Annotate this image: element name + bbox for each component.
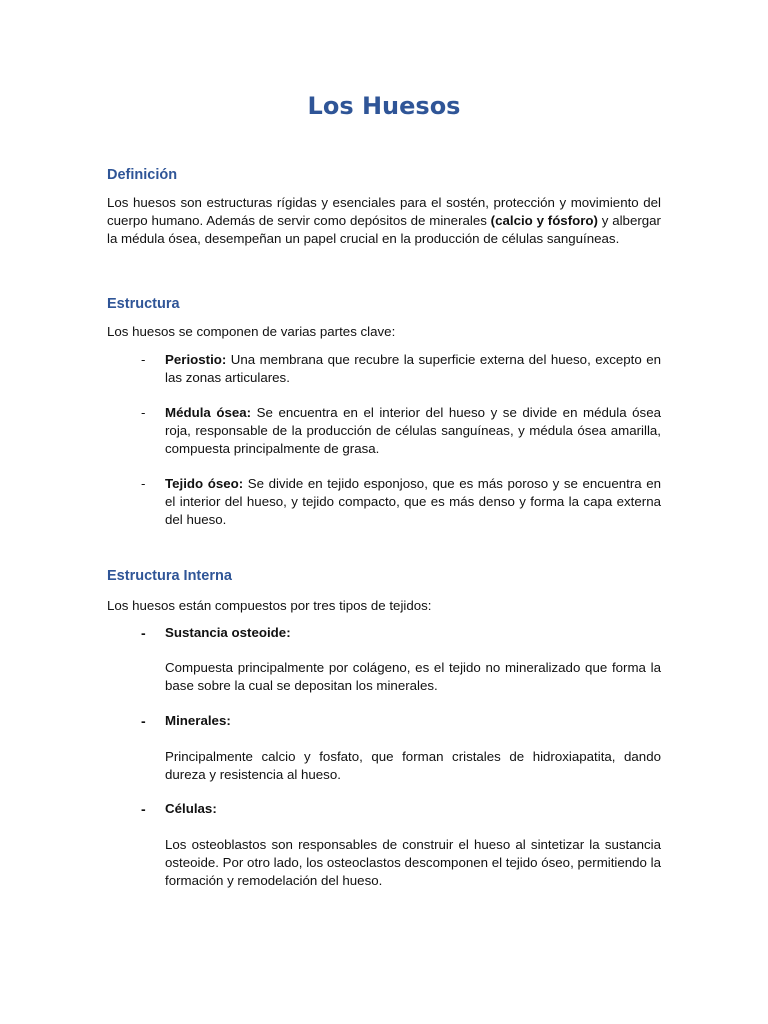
list-item-term: Minerales xyxy=(165,713,227,728)
estructura-interna-intro: Los huesos están compuestos por tres tipos de tejidos: xyxy=(107,598,432,613)
list-item-body xyxy=(165,351,661,387)
bullet-dash: - xyxy=(141,625,146,641)
definicion-text-before: Los huesos son estructuras rígidas y esenciales para el sostén, protección y movimiento del cuerpo humano. Además de servir como depósitos de minerales xyxy=(107,195,661,228)
definicion-text-after: y albergar la médula ósea, desempeñan un papel crucial en la producción de células sanguíneas. xyxy=(107,213,661,246)
section-heading-estructura-interna: Estructura Interna xyxy=(107,568,232,584)
list-item-term: Médula ósea: xyxy=(165,405,252,420)
list-item-text: Compuesta principalmente por colágeno, es el tejido no mineralizado que forma la base sobre la cual se depositan los minerales. xyxy=(165,660,661,693)
list-item-term: Periostio: xyxy=(165,352,227,367)
estructura-intro: Los huesos se componen de varias partes clave: xyxy=(107,324,396,339)
list-item-text: Los osteoblastos son responsables de construir el hueso al sintetizar la sustancia osteoide. Por otro lado, los osteoclastos descomponen el tejido óseo, permitiendo la formación y remodelación del hueso. xyxy=(165,837,661,888)
list-item-colon: : xyxy=(226,713,231,728)
list-item-colon: : xyxy=(286,625,291,640)
list-item-heading xyxy=(165,712,231,730)
list-item-text: Principalmente calcio y fosfato, que forman cristales de hidroxiapatita, dando dureza y resistencia al hueso. xyxy=(165,749,661,782)
bullet-dash: - xyxy=(141,405,146,420)
bullet-dash: - xyxy=(141,352,146,367)
bullet-dash: - xyxy=(141,801,146,817)
list-item-text: Una membrana que recubre la superficie externa del hueso, excepto en las zonas articulares. xyxy=(165,352,661,385)
section-heading-definicion: Definición xyxy=(107,167,178,183)
definicion-paragraph xyxy=(107,194,661,248)
definicion-text-bold: (calcio y fósforo) xyxy=(490,213,598,228)
section-heading-estructura: Estructura xyxy=(107,296,180,312)
list-item-term: Sustancia osteoide xyxy=(165,625,287,640)
list-item-heading xyxy=(165,800,217,818)
list-item-term: Células xyxy=(165,801,213,816)
list-item-body xyxy=(165,475,661,529)
list-item-term: Tejido óseo: xyxy=(165,476,244,491)
page-title: Los Huesos xyxy=(307,92,461,120)
bullet-dash: - xyxy=(141,713,146,729)
list-item-body xyxy=(165,404,661,458)
bullet-dash: - xyxy=(141,476,146,491)
list-item-heading xyxy=(165,624,291,642)
list-item-colon: : xyxy=(212,801,217,816)
list-item-text: Se divide en tejido esponjoso, que es más poroso y se encuentra en el interior del hueso, y tejido compacto, que es más denso y forma la capa externa del hueso. xyxy=(165,476,661,527)
list-item-text: Se encuentra en el interior del hueso y se divide en médula ósea roja, responsable de la producción de células sanguíneas, y médula ósea amarilla, compuesta principalmente de grasa. xyxy=(165,405,661,456)
